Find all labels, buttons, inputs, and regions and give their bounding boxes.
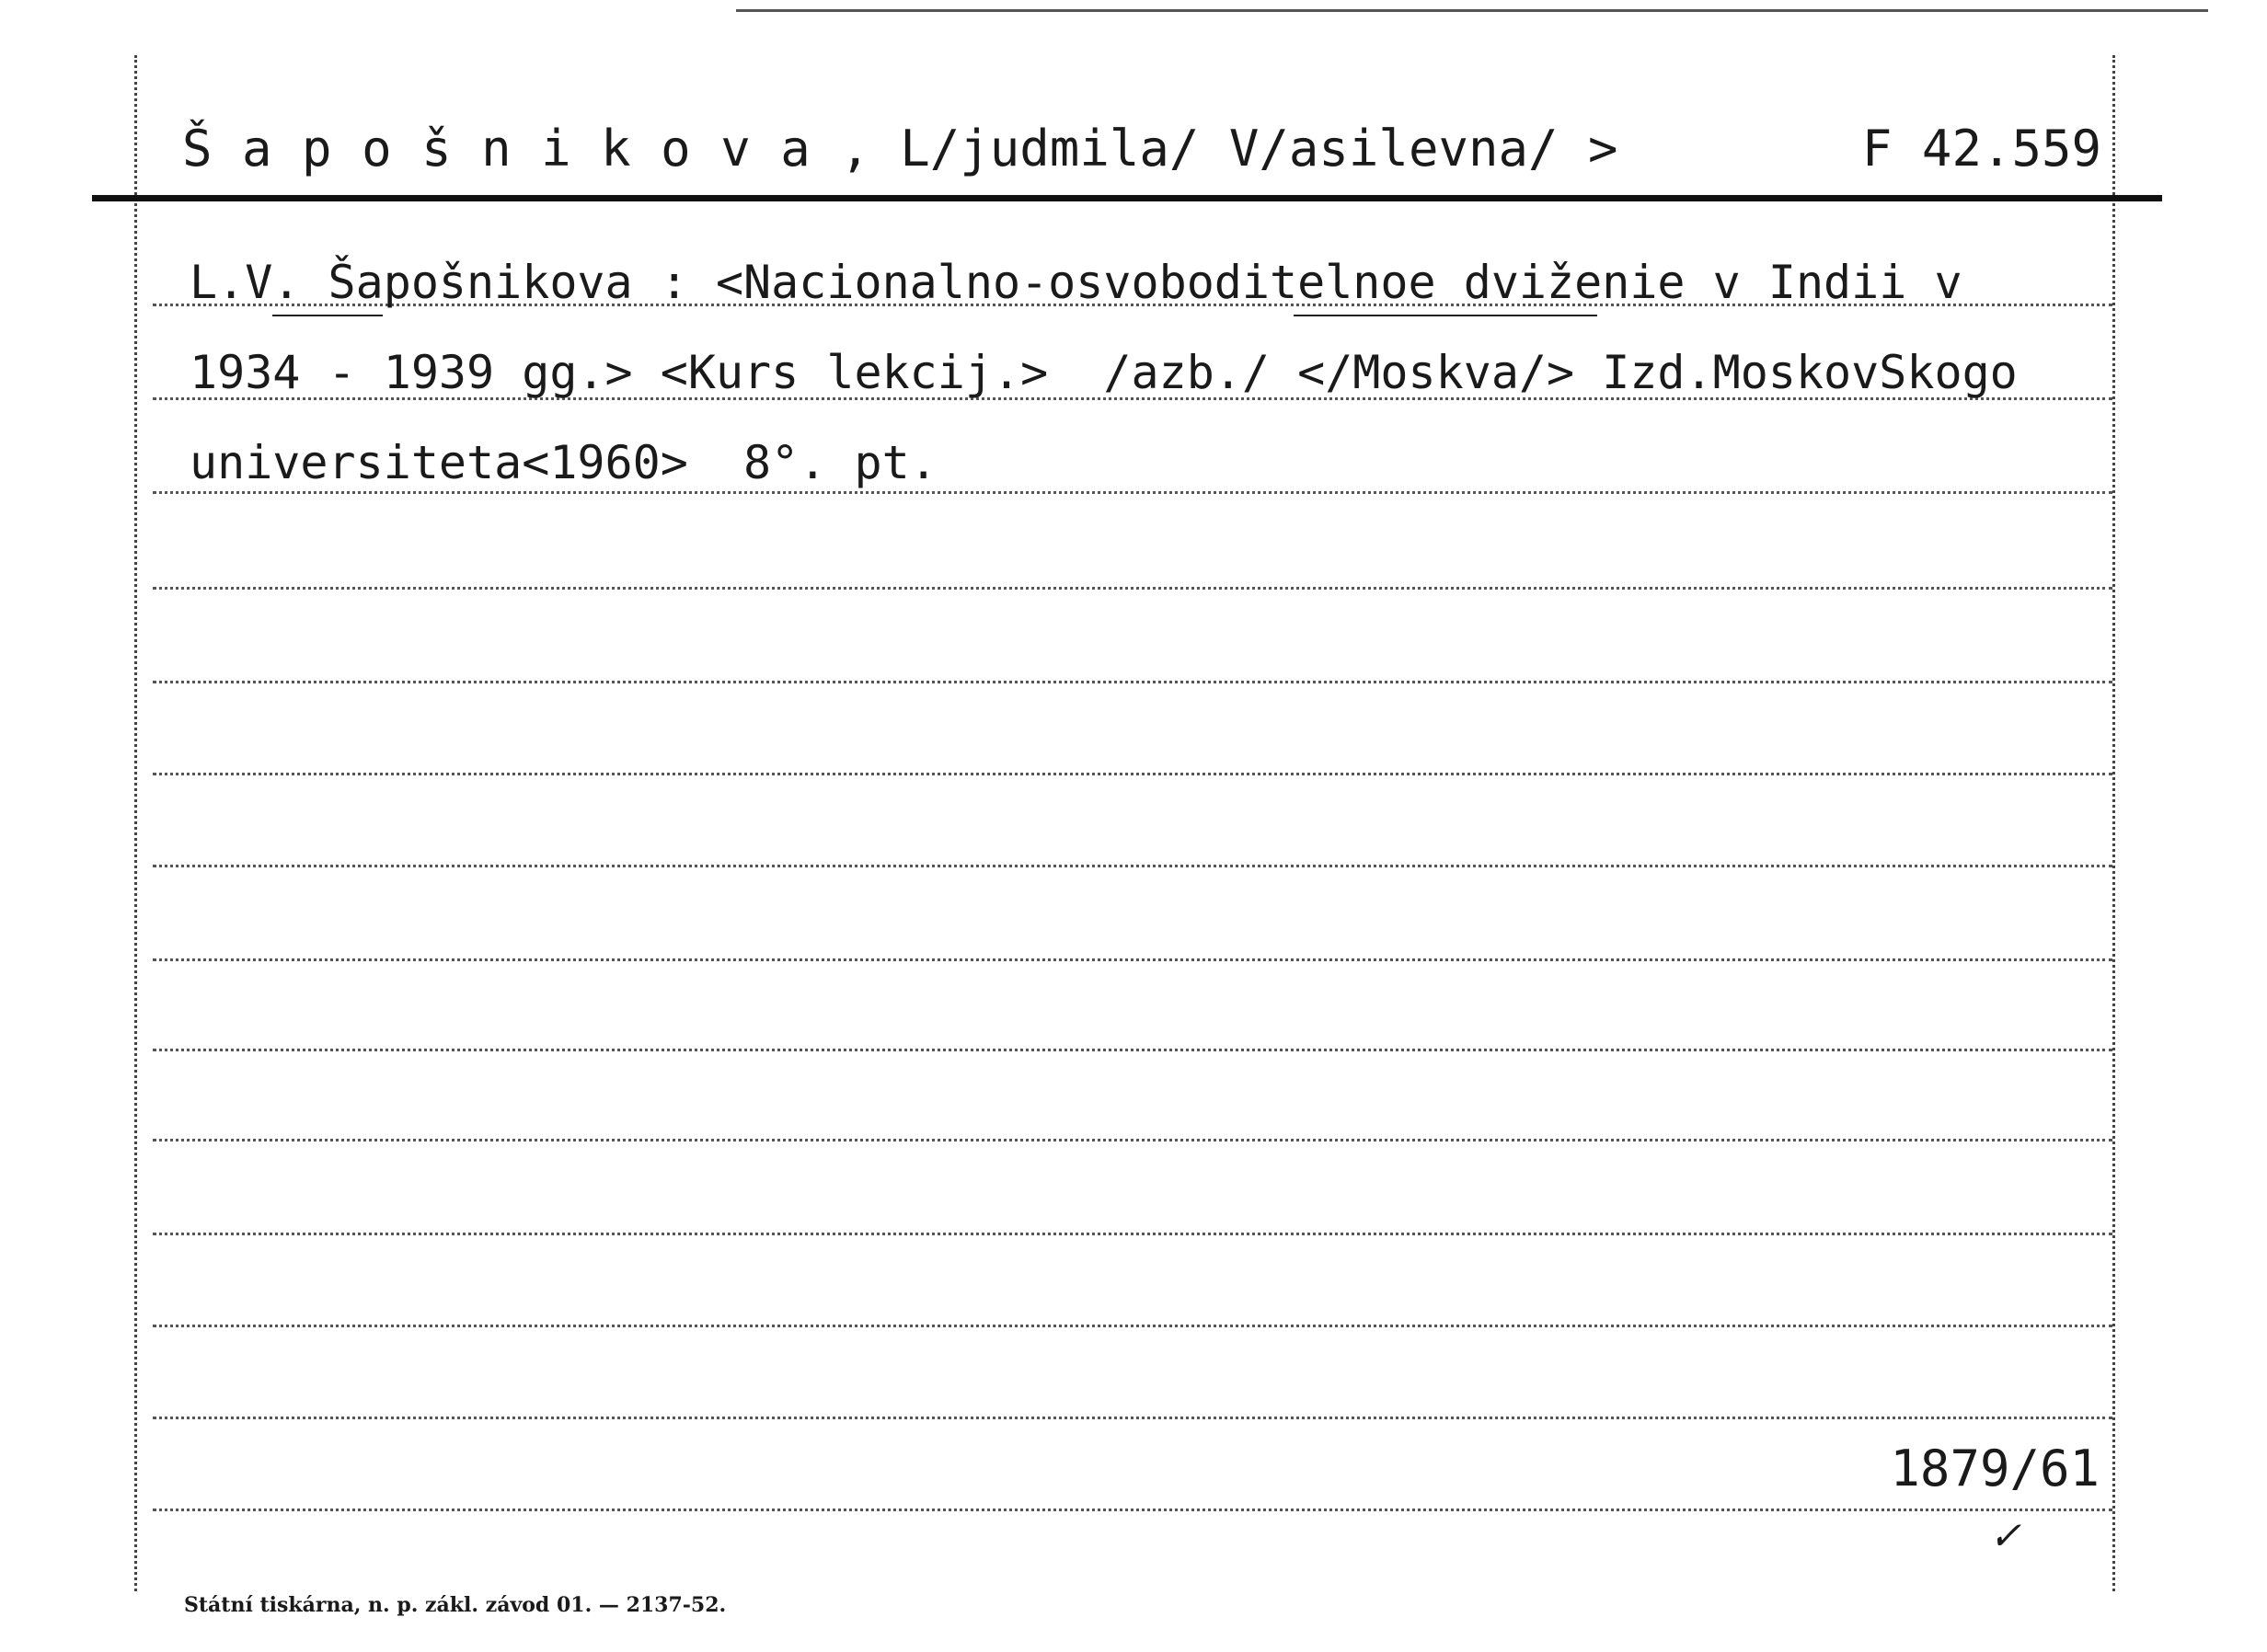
- shelfmark: F 42.559: [1861, 120, 2101, 178]
- left-margin-dotted-line: [134, 55, 137, 1591]
- ruled-line: [153, 587, 2112, 590]
- right-margin-dotted-line: [2112, 55, 2115, 1591]
- catalog-card: [134, 55, 2112, 1591]
- ruled-line: [153, 1233, 2112, 1235]
- accession-number: 1879/61: [1890, 1440, 2100, 1497]
- author-heading: Š a p o š n i k o v a , L/judmila/ V/asilevna/ >: [182, 120, 1618, 178]
- check-mark-icon: ✓: [1989, 1513, 2022, 1558]
- handwritten-underline: [272, 315, 383, 316]
- ruled-line: [153, 1509, 2112, 1511]
- ruled-line: [153, 1049, 2112, 1051]
- ruled-line: [153, 1325, 2112, 1327]
- ruled-line: [153, 491, 2112, 494]
- entry-line-1: L.V. Šapošnikova : <Nacionalno-osvoboditelnoe dviženie v Indii v: [190, 256, 1962, 309]
- ruled-line: [153, 958, 2112, 961]
- ruled-line: [153, 1139, 2112, 1141]
- printer-imprint: Státní tiskárna, n. p. zákl. závod 01. — 2137-52.: [184, 1593, 727, 1617]
- ruled-line: [153, 681, 2112, 683]
- heading-rule: [92, 195, 2162, 201]
- handwritten-underline: [1294, 315, 1597, 316]
- ruled-line: [153, 865, 2112, 867]
- entry-line-2: 1934 - 1939 gg.> <Kurs lekcij.> /azb./ </Moskva/> Izd.MoskovSkogo: [190, 346, 2018, 399]
- ruled-line: [153, 1417, 2112, 1419]
- ruled-line: [153, 773, 2112, 775]
- entry-line-3: universiteta<1960> 8°. pt.: [190, 436, 938, 489]
- top-edge-rule: [736, 9, 2208, 12]
